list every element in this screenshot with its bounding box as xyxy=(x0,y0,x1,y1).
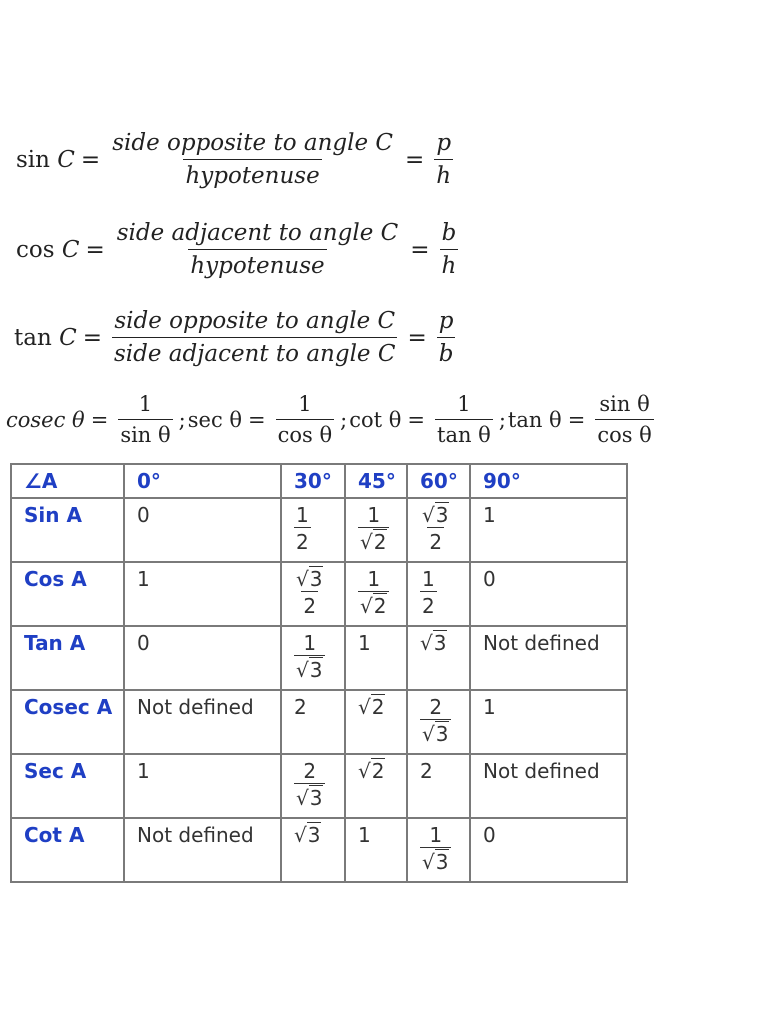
table-cell xyxy=(407,818,470,882)
cos-lhs-var: C xyxy=(61,236,80,263)
fraction-denominator: √2 xyxy=(358,591,389,616)
sin-lhs-var: C xyxy=(57,146,75,173)
cell-fraction xyxy=(294,633,325,680)
tan-lhs-var: C xyxy=(59,324,77,351)
table-cell: 1 xyxy=(124,562,281,626)
fraction-denominator: 2 xyxy=(427,527,444,552)
separator: ; xyxy=(498,407,506,432)
fraction-denominator: √3 xyxy=(294,655,325,680)
cos-short-fraction xyxy=(440,220,459,279)
table-cell: √3 xyxy=(281,818,345,882)
equals-sign: = xyxy=(80,146,101,173)
table-cell: 2 xyxy=(407,754,470,818)
cos-formula xyxy=(16,220,462,279)
tan-short-numerator: p xyxy=(438,308,454,334)
table-cell: 1 xyxy=(470,690,627,754)
cos-lhs-func: cos xyxy=(16,236,55,263)
header-cell: 45° xyxy=(345,464,407,498)
table-cell: Not defined xyxy=(470,626,627,690)
fraction-denominator: √3 xyxy=(420,847,451,872)
cell-fraction xyxy=(358,569,389,616)
tan-numerator: side opposite to angle C xyxy=(114,308,396,334)
table-cell: 1 xyxy=(345,626,407,690)
fraction-numerator: √3 xyxy=(422,503,449,527)
table-cell: 0 xyxy=(470,818,627,882)
cell-fraction xyxy=(420,825,451,872)
recip-fraction-tan xyxy=(595,392,654,447)
equals-sign: = xyxy=(85,236,105,263)
table-cell xyxy=(407,562,470,626)
trig-values-table xyxy=(10,463,628,883)
tan-short-denominator: b xyxy=(437,337,456,367)
tan-ratio-fraction xyxy=(112,308,397,367)
table-row xyxy=(11,818,627,882)
table-row xyxy=(11,498,627,562)
equals-sign: = xyxy=(407,324,427,351)
fraction-numerator: 1 xyxy=(296,503,309,527)
equals-sign: = xyxy=(407,407,425,432)
table-cell xyxy=(407,690,470,754)
cell-fraction xyxy=(294,761,325,808)
cell-fraction xyxy=(420,505,451,552)
table-cell: 2 xyxy=(281,690,345,754)
recip-fraction-sec xyxy=(276,392,335,447)
table-cell xyxy=(281,626,345,690)
fraction-numerator: 1 xyxy=(367,503,381,527)
sin-ratio-fraction xyxy=(110,130,395,189)
table-cell: 1 xyxy=(345,818,407,882)
table-cell: √3 xyxy=(407,626,470,690)
recip-lhs-cot: cot θ xyxy=(349,407,402,432)
table-cell: 1 xyxy=(124,754,281,818)
recip-lhs-tan: tan θ xyxy=(507,407,562,432)
equals-sign: = xyxy=(248,407,266,432)
recip-denominator: cos θ xyxy=(276,419,335,447)
fraction-numerator: 2 xyxy=(429,695,443,719)
recip-numerator: sin θ xyxy=(599,392,650,416)
row-label: Sec A xyxy=(11,754,124,818)
table-cell: Not defined xyxy=(470,754,627,818)
header-cell: ∠A xyxy=(11,464,124,498)
table-cell xyxy=(281,498,345,562)
recip-denominator: tan θ xyxy=(435,419,493,447)
table-row xyxy=(11,626,627,690)
table-row xyxy=(11,754,627,818)
cos-denominator: hypotenuse xyxy=(188,249,326,279)
tan-short-fraction xyxy=(437,308,456,367)
table-row xyxy=(11,690,627,754)
header-cell: 60° xyxy=(407,464,470,498)
recip-fraction-cosec xyxy=(118,392,172,447)
recip-fraction-cot xyxy=(435,392,493,447)
table-cell: Not defined xyxy=(124,818,281,882)
header-cell: 0° xyxy=(124,464,281,498)
separator: ; xyxy=(178,407,186,432)
table-row xyxy=(11,562,627,626)
row-label: Cot A xyxy=(11,818,124,882)
fraction-numerator: √3 xyxy=(296,567,323,591)
fraction-denominator: √3 xyxy=(420,719,451,744)
table-cell xyxy=(345,562,407,626)
table-cell xyxy=(281,754,345,818)
sin-lhs-func: sin xyxy=(16,146,50,173)
fraction-denominator: 2 xyxy=(301,591,318,616)
recip-denominator: cos θ xyxy=(595,419,654,447)
recip-lhs-cosec: cosec θ xyxy=(6,407,85,432)
row-label: Sin A xyxy=(11,498,124,562)
row-label: Cos A xyxy=(11,562,124,626)
table-cell xyxy=(281,562,345,626)
fraction-denominator: √3 xyxy=(294,783,325,808)
table-cell: 0 xyxy=(124,626,281,690)
cell-fraction xyxy=(294,505,311,552)
recip-numerator: 1 xyxy=(138,392,153,416)
table-header-row xyxy=(11,464,627,498)
tan-formula xyxy=(14,308,459,367)
cell-fraction xyxy=(420,569,437,616)
tan-lhs-func: tan xyxy=(14,324,52,351)
cos-numerator: side adjacent to angle C xyxy=(116,220,399,246)
fraction-denominator: 2 xyxy=(294,527,311,552)
sin-formula xyxy=(16,130,457,189)
cell-fraction xyxy=(358,505,389,552)
sin-short-fraction xyxy=(434,130,453,189)
fraction-denominator: 2 xyxy=(420,591,437,616)
cell-fraction xyxy=(294,569,325,616)
recip-numerator: 1 xyxy=(298,392,312,416)
recip-numerator: 1 xyxy=(457,392,471,416)
row-label: Cosec A xyxy=(11,690,124,754)
reciprocal-identities xyxy=(6,392,658,447)
cos-short-denominator: h xyxy=(440,249,459,279)
sin-denominator: hypotenuse xyxy=(183,159,321,189)
recip-lhs-sec: sec θ xyxy=(187,407,243,432)
equals-sign: = xyxy=(410,236,430,263)
cell-fraction xyxy=(420,697,451,744)
table-cell: 0 xyxy=(124,498,281,562)
tan-denominator: side adjacent to angle C xyxy=(112,337,397,367)
separator: ; xyxy=(340,407,348,432)
table-cell: 1 xyxy=(470,498,627,562)
equals-sign: = xyxy=(567,407,586,432)
row-label: Tan A xyxy=(11,626,124,690)
sin-short-denominator: h xyxy=(434,159,453,189)
sin-short-numerator: p xyxy=(436,130,452,156)
equals-sign: = xyxy=(82,324,102,351)
table-cell: Not defined xyxy=(124,690,281,754)
fraction-denominator: √2 xyxy=(358,527,389,552)
fraction-numerator: 1 xyxy=(303,631,317,655)
table-cell: √2 xyxy=(345,690,407,754)
fraction-numerator: 1 xyxy=(422,567,435,591)
equals-sign: = xyxy=(404,146,425,173)
sin-numerator: side opposite to angle C xyxy=(112,130,393,156)
header-cell: 30° xyxy=(281,464,345,498)
fraction-numerator: 1 xyxy=(429,823,443,847)
fraction-numerator: 2 xyxy=(303,759,317,783)
fraction-numerator: 1 xyxy=(367,567,381,591)
table-cell xyxy=(407,498,470,562)
cos-ratio-fraction xyxy=(115,220,400,279)
recip-denominator: sin θ xyxy=(118,419,172,447)
cos-short-numerator: b xyxy=(441,220,457,246)
header-cell: 90° xyxy=(470,464,627,498)
table-cell: √2 xyxy=(345,754,407,818)
table-cell xyxy=(345,498,407,562)
table-cell: 0 xyxy=(470,562,627,626)
equals-sign: = xyxy=(90,407,109,432)
